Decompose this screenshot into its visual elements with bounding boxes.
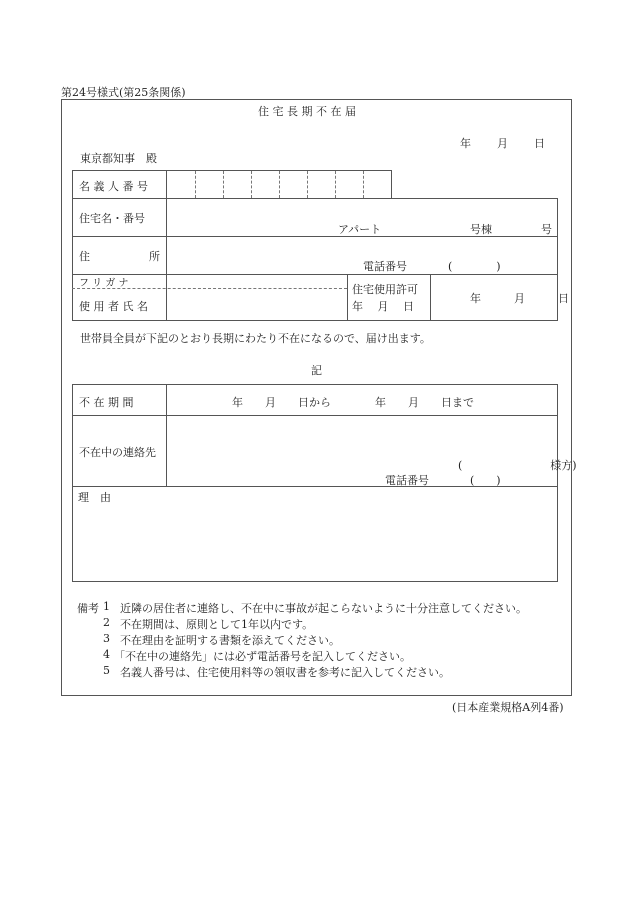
care-of-label: ( 様方) (458, 459, 577, 472)
date-year[interactable]: 年 (460, 137, 471, 150)
holder-digit-cell[interactable] (196, 171, 222, 198)
note-number: 1 (103, 600, 110, 613)
unit-label: 号 (541, 223, 552, 236)
note-number: 4 (103, 648, 110, 661)
col-divider (430, 274, 431, 321)
holder-digit-cell[interactable] (280, 171, 306, 198)
holder-digit-cell[interactable] (224, 171, 250, 198)
apartment-label: アパート (338, 223, 382, 236)
furigana-label: フ リ ガ ナ (79, 278, 129, 289)
contact-phone-input[interactable]: ( ) (470, 474, 501, 487)
phone-input[interactable]: ( ) (448, 260, 501, 273)
note-number: 5 (103, 664, 110, 677)
holder-digit-cell[interactable] (308, 171, 334, 198)
contact-phone-label: 電話番号 (385, 474, 429, 487)
form-number: 第24号様式(第25条関係) (61, 86, 186, 99)
reason-label: 理 由 (78, 491, 111, 504)
address-label-left: 住 (79, 250, 90, 263)
addressee: 東京都知事 殿 (80, 152, 157, 165)
note-text: 不在理由を証明する書類を添えてください。 (120, 634, 340, 647)
permit-label: 住宅使用許可 (352, 283, 418, 296)
user-name-label: 使 用 者 氏 名 (79, 300, 148, 313)
furigana-input[interactable] (168, 275, 346, 287)
furigana-divider (72, 288, 347, 289)
building-label: 号棟 (470, 223, 492, 236)
permit-date-input[interactable]: 年 月 日 (470, 292, 569, 305)
holder-digit-cell[interactable] (252, 171, 278, 198)
ki-heading: 記 (311, 364, 322, 377)
note-text: 「不在中の連絡先」には必ず電話番号を記入してください。 (114, 650, 411, 663)
period-input[interactable]: 年 月 日から 年 月 日まで (232, 396, 474, 409)
user-name-input[interactable] (168, 290, 346, 320)
form-title: 住 宅 長 期 不 在 届 (258, 105, 356, 118)
date-month[interactable]: 月 (497, 137, 508, 150)
reason-box[interactable] (72, 486, 558, 582)
label-divider (166, 384, 167, 487)
holder-number-label: 名 義 人 番 号 (79, 180, 148, 193)
statement: 世帯員全員が下記のとおり長期にわたり不在になるので、届け出ます。 (80, 332, 431, 345)
col-divider (347, 274, 348, 321)
housing-name-label: 住宅名・番号 (79, 212, 145, 225)
note-number: 3 (103, 632, 110, 645)
note-text: 不在期間は、原則として1年以内です。 (120, 618, 314, 631)
paper-size-note: (日本産業規格A列4番) (452, 701, 564, 714)
date-day[interactable]: 日 (534, 137, 545, 150)
note-number: 2 (103, 616, 110, 629)
permit-label-date: 年 月 日 (352, 300, 414, 313)
address-label-right: 所 (149, 250, 160, 263)
holder-digit-cell[interactable] (336, 171, 362, 198)
notes-heading: 備考 (77, 602, 99, 615)
note-text: 近隣の居住者に連絡し、不在中に事故が起こらないように十分注意してください。 (120, 602, 527, 615)
period-label: 不 在 期 間 (79, 396, 134, 409)
contact-label: 不在中の連絡先 (79, 446, 156, 459)
note-text: 名義人番号は、住宅使用料等の領収書を参考に記入してください。 (120, 666, 450, 679)
holder-digit-cell[interactable] (364, 171, 390, 198)
phone-label: 電話番号 (363, 260, 407, 273)
holder-digit-cell[interactable] (168, 171, 194, 198)
